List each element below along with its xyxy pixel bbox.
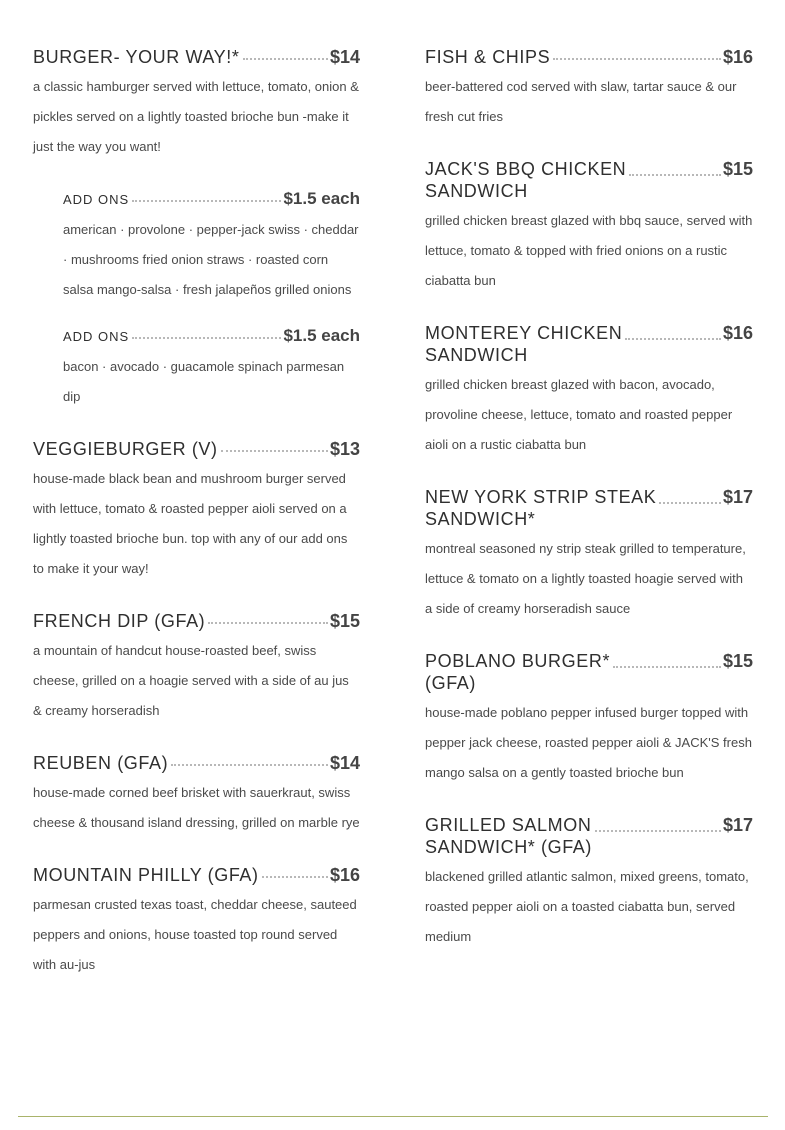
item-name: MONTEREY CHICKEN: [425, 323, 623, 343]
item-heading: [425, 486, 753, 530]
add-ons-label: ADD ONS: [63, 192, 130, 207]
item-heading: [425, 46, 753, 68]
item-description: grilled chicken breast glazed with bbq sauce, served with lettuce, tomato & topped with fried onions on a rustic ciabatta bun: [425, 213, 753, 288]
item-price: $15: [722, 159, 753, 179]
dot-leader: [595, 830, 721, 832]
item-price: $17: [722, 815, 753, 835]
item-name-block: [425, 650, 610, 694]
item-description: beer-battered cod served with slaw, tartar sauce & our fresh cut fries: [425, 79, 737, 124]
dot-leader: [262, 876, 328, 878]
item-description: blackened grilled atlantic salmon, mixed greens, tomato, roasted pepper aioli on a toasted ciabatta bun, served medium: [425, 869, 749, 944]
item-name-block: [425, 814, 592, 858]
item-description: grilled chicken breast glazed with bacon, avocado, provoline cheese, lettuce, tomato and roasted pepper aioli on a rustic ciabatta bun: [425, 377, 733, 452]
menu-item: [425, 650, 753, 788]
item-name: BURGER- YOUR WAY!*: [33, 47, 240, 67]
item-name-line-2: SANDWICH: [425, 345, 528, 365]
add-ons-heading: [63, 188, 360, 211]
item-name: FRENCH DIP (GFA): [33, 611, 206, 631]
menu-item: [425, 486, 753, 624]
dot-leader: [221, 450, 328, 452]
item-description: a classic hamburger served with lettuce, tomato, onion & pickles served on a lightly toasted brioche bun -make it just the way you want!: [33, 79, 359, 154]
item-description: house-made corned beef brisket with sauerkraut, swiss cheese & thousand island dressing, grilled on marble rye: [33, 785, 360, 830]
dot-leader: [553, 58, 721, 60]
item-heading: [33, 610, 360, 632]
item-name: REUBEN (GFA): [33, 753, 169, 773]
dot-leader: [659, 502, 721, 504]
item-name-line-2: (GFA): [425, 673, 476, 693]
item-heading: [425, 322, 753, 366]
item-name: POBLANO BURGER*: [425, 651, 611, 671]
dot-leader: [132, 337, 281, 339]
dot-leader: [132, 200, 281, 202]
item-name: NEW YORK STRIP STEAK: [425, 487, 657, 507]
menu-item: [33, 752, 360, 838]
menu-item: [33, 864, 360, 980]
item-name: GRILLED SALMON: [425, 815, 592, 835]
item-heading: [33, 46, 360, 68]
item-price: $15: [722, 651, 753, 671]
item-name: VEGGIEBURGER (V): [33, 439, 218, 459]
item-price: $14: [329, 753, 360, 773]
dot-leader: [613, 666, 721, 668]
item-name: FISH & CHIPS: [425, 47, 551, 67]
dot-leader: [243, 58, 328, 60]
item-name: JACK'S BBQ CHICKEN: [425, 159, 627, 179]
item-price: $17: [722, 487, 753, 507]
footer-divider: [18, 1116, 768, 1117]
item-name: MOUNTAIN PHILLY (GFA): [33, 865, 259, 885]
add-ons-list: american · provolone · pepper-jack swiss · cheddar · mushrooms fried onion straws · roasted corn salsa mango-salsa · fresh jalapeños grilled onions: [63, 222, 359, 297]
item-name-block: [425, 486, 656, 530]
menu-item: [425, 46, 753, 132]
item-name-line-2: SANDWICH: [425, 181, 528, 201]
menu-column-left: [33, 46, 360, 980]
item-price: $15: [329, 611, 360, 631]
menu-item: [425, 322, 753, 460]
menu-item: [33, 46, 360, 162]
item-description: montreal seasoned ny strip steak grilled to temperature, lettuce & tomato on a lightly toasted hoagie served with a side of creamy horseradish sauce: [425, 541, 746, 616]
item-name-block: [425, 322, 622, 366]
item-name-line-2: SANDWICH* (GFA): [425, 837, 593, 857]
menu-column-right: [425, 46, 753, 952]
menu-item: [33, 610, 360, 726]
add-ons-list: bacon · avocado · guacamole spinach parmesan dip: [63, 359, 345, 404]
item-heading: [425, 814, 753, 858]
item-price: $16: [722, 323, 753, 343]
add-ons-block: [63, 188, 360, 305]
menu-item: [33, 438, 360, 584]
item-heading: [33, 864, 360, 886]
dot-leader: [208, 622, 328, 624]
item-description: parmesan crusted texas toast, cheddar cheese, sauteed peppers and onions, house toasted top round served with au-jus: [33, 897, 357, 972]
dot-leader: [629, 174, 721, 176]
add-ons-heading: [63, 325, 360, 348]
item-name-block: [425, 158, 626, 202]
item-description: house-made poblano pepper infused burger topped with pepper jack cheese, roasted pepper aioli & JACK'S fresh mango salsa on a gently toasted brioche bun: [425, 705, 752, 780]
item-price: $16: [722, 47, 753, 67]
add-ons-price: $1.5 each: [283, 326, 360, 345]
dot-leader: [625, 338, 721, 340]
item-heading: [33, 752, 360, 774]
item-price: $14: [329, 47, 360, 67]
add-ons-label: ADD ONS: [63, 329, 130, 344]
item-heading: [33, 438, 360, 460]
item-heading: [425, 158, 753, 202]
item-price: $16: [329, 865, 360, 885]
menu-item: [425, 814, 753, 952]
item-price: $13: [329, 439, 360, 459]
item-heading: [425, 650, 753, 694]
dot-leader: [171, 764, 328, 766]
add-ons-price: $1.5 each: [283, 189, 360, 208]
item-description: a mountain of handcut house-roasted beef, swiss cheese, grilled on a hoagie served with a side of au jus & creamy horseradish: [33, 643, 349, 718]
item-name-line-2: SANDWICH*: [425, 509, 536, 529]
menu-item: [425, 158, 753, 296]
add-ons-block: [63, 325, 360, 412]
item-description: house-made black bean and mushroom burger served with lettuce, tomato & roasted pepper aioli served on a lightly toasted brioche bun. top with any of our add ons to make it your way!: [33, 471, 348, 576]
